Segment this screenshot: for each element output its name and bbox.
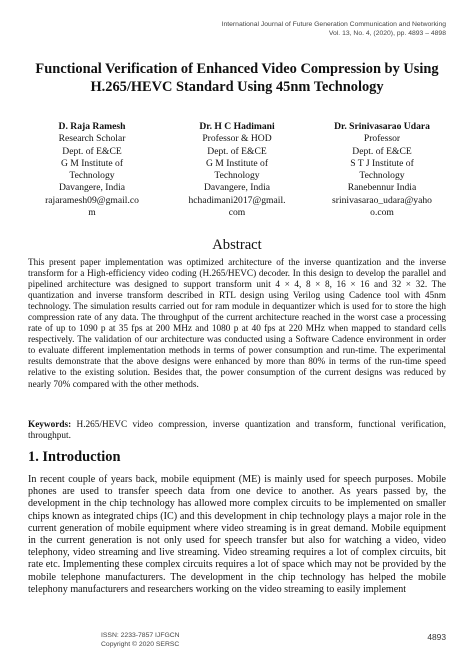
author-institute: S T J Institute of Technology <box>350 157 414 182</box>
author-2 <box>173 121 301 219</box>
author-block <box>28 121 446 219</box>
author-email: srinivasarao_udara@yaho o.com <box>332 194 432 219</box>
author-email: rajaramesh09@gmail.co m <box>45 194 139 219</box>
volume-info: Vol. 13, No. 4, (2020), pp. 4893 – 4898 <box>328 29 446 37</box>
author-institute: G M Institute of Technology <box>60 157 124 182</box>
author-name: Dr. H C Hadimani <box>199 121 275 132</box>
abstract-text: This present paper implementation was optimized architecture of the inverse quantization and the inverse transform for a High-efficiency video coding (H.265/HEVC) decoder. In this design to develop the parallel and pipelined architecture was designed to support transform unit 4 × 4, 8 × 8, 16 × 16 and 32 × 32. The quantization and inverse transform described in RTL design using Verilog using Cadence tool with 45nm technology. The simulation results carried out for ram module in dequantizer which is used for to store the high compression rate of any data. The throughput of the current architecture reached in the worst case a processing rate of up to 1090 p at 35 fps at 200 MHz and 1080 p at 40 fps at 220 MHz when mapped to standard cells respectively. The validation of our architecture was conducted using a Software Cadence environment in order to evaluate different implementation methods in terms of power consumption and run-time. The experimental results demonstrate that the above designs were enhanced by more than 80% in terms of the run-time speed relative to the existing solution. Besides that, the power consumption of the current designs was reduced by nearly 70% compared with the other methods. <box>28 258 446 390</box>
abstract-heading: Abstract <box>212 237 262 253</box>
author-role: Professor & HOD <box>202 133 272 145</box>
keywords <box>28 420 446 442</box>
author-3 <box>318 121 446 219</box>
author-place: Davangere, India <box>203 182 271 194</box>
footer-info <box>101 632 180 649</box>
journal-name: International Journal of Future Generation Communication and Networking <box>221 21 446 28</box>
paper-title: Functional Verification of Enhanced Video Compression by Using H.265/HEVC Standard Using 45nm Technology <box>35 61 439 95</box>
page-number: 4893 <box>427 632 446 642</box>
author-name: Dr. Srinivasarao Udara <box>334 121 430 132</box>
author-1 <box>28 121 156 219</box>
author-role: Professor <box>363 133 401 145</box>
author-dept: Dept. of E&CE <box>352 145 412 157</box>
keywords-text: H.265/HEVC video compression, inverse quantization and transform, functional verification, throughput. <box>28 420 446 442</box>
author-institute: G M Institute of Technology <box>205 157 269 182</box>
author-place: Davangere, India <box>58 182 126 194</box>
section-heading-introduction: 1. Introduction <box>28 449 121 465</box>
introduction-text: In recent couple of years back, mobile equipment (ME) is mainly used for speech purposes. Mobile phones are used to transfer speech data from one device to another. As years passed by, the development in the chip technology has allowed more complex circuits to be implemented on smaller chips known as integrated chips (IC) and this development in chip technology plays a major role in the current generation of mobile equipment where video streaming is in great demand. Mobile equipment in the current generation is not only used for speech transfer but also for watching a video, video telephony, video streaming and live streaming. Video streaming requires a lot of complex circuits, bit rate etc. Implementing these complex circuits requires a lot of space which may not be provided by the mobile telephone manufacturers. The development in the chip technology has helped the mobile telephony manufacturers and researchers working on the video streaming to easily implement <box>28 474 446 595</box>
author-email: hchadimani2017@gmail. com <box>188 194 286 219</box>
author-place: Ranebennur India <box>347 182 417 194</box>
author-role: Research Scholar <box>58 133 126 145</box>
author-dept: Dept. of E&CE <box>62 145 122 157</box>
running-header <box>222 21 446 38</box>
copyright: Copyright © 2020 SERSC <box>101 640 180 648</box>
author-name: D. Raja Ramesh <box>58 121 126 132</box>
keywords-label: Keywords: <box>28 420 72 430</box>
author-dept: Dept. of E&CE <box>207 145 267 157</box>
issn: ISSN: 2233-7857 IJFGCN <box>101 632 180 639</box>
